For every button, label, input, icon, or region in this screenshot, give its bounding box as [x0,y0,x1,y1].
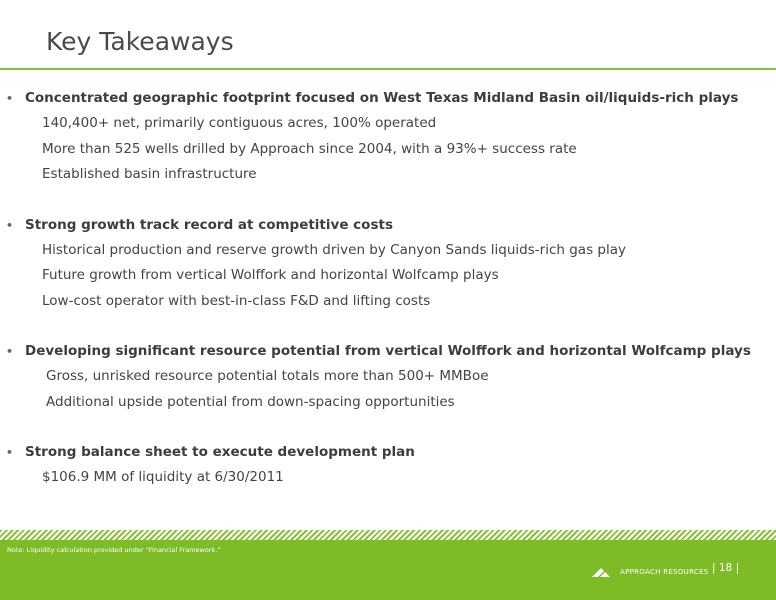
sub-item: Gross, unrisked resource potential totals more than 500+ MMBoe [46,368,489,384]
bullet-heading-text: Strong growth track record at competitive costs [25,216,393,233]
takeaways-list [0,86,776,516]
sub-item: Historical production and reserve growth driven by Canyon Sands liquids-rich gas play [42,241,626,258]
bullet-heading [0,86,776,111]
sub-item: Future growth from vertical Wolffork and horizontal Wolfcamp plays [42,267,499,283]
bullet-dot: • [6,218,14,232]
bullet-heading-text: Strong balance sheet to execute development plan [25,444,415,460]
sub-item: Established basin infrastructure [42,166,257,182]
bullet-dot: • [6,92,14,105]
bullet-heading [0,213,776,238]
bullet-heading-text: Concentrated geographic footprint focused on West Texas Midland Basin oil/liquids-rich plays [25,90,739,106]
bullet-heading-text: Developing significant resource potential from vertical Wolffork and horizontal Wolfcamp plays [25,343,751,359]
bullet-heading [0,339,776,364]
bullet-dot: • [6,446,14,459]
sub-item: More than 525 wells drilled by Approach since 2004, with a 93%+ success rate [42,140,577,157]
sub-item: $106.9 MM of liquidity at 6/30/2011 [42,469,284,485]
footer-hatch-band [0,530,776,540]
approach-logo-icon [592,568,612,577]
logo-text: APPROACH RESOURCES [620,568,709,576]
footer-note: Note: Liquidity calculation provided under “Financial Framework.” [7,546,221,554]
page-number: | 18 | [712,562,740,574]
title-divider [0,68,776,70]
section-growth [0,213,776,315]
sub-item: 140,400+ net, primarily contiguous acres, 100% operated [42,115,437,131]
sub-item: Additional upside potential from down-spacing opportunities [46,393,455,410]
footer-bar [0,540,776,600]
section-resource-potential [0,339,776,415]
company-logo [592,566,709,578]
section-footprint [0,86,776,188]
section-balance-sheet [0,440,776,491]
bullet-dot: • [6,345,14,358]
bullet-heading [0,440,776,465]
sub-item: Low-cost operator with best-in-class F&D and lifting costs [42,292,431,309]
page-title: Key Takeaways [46,27,234,56]
